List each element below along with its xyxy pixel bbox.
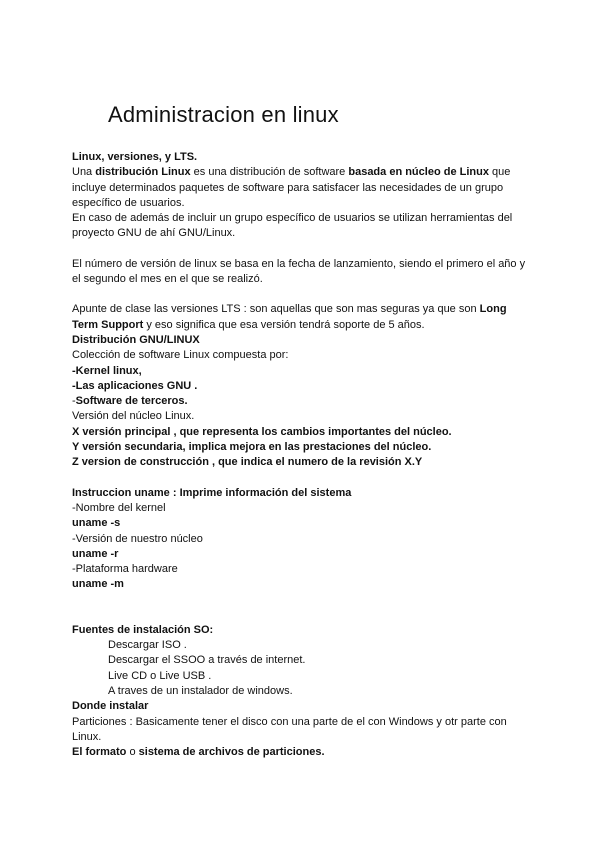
heading-versiones: Linux, versiones, y LTS.	[72, 151, 198, 163]
list-item-iso: Descargar ISO .	[108, 639, 187, 652]
list-item-kernel: -Kernel linux,	[72, 364, 142, 377]
list-item-instalador: A traves de un instalador de windows.	[108, 684, 293, 697]
paragraph-gnu-linux: En caso de además de incluir un grupo específico de usuarios se utilizan herramientas del proyecto GNU de ahí GNU/Linux.	[72, 212, 513, 240]
text-x-version: X versión principal , que representa los cambios importantes del núcleo.	[72, 425, 452, 438]
command-uname-s: uname -s	[72, 517, 121, 530]
paragraph-distribucion: Una distribución Linux es una distribución de software basada en núcleo de Linux que incluye determinados paquetes de software para satisfacer las necesidades de un grupo específico de usuarios.	[72, 166, 511, 209]
text-plataforma: -Plataforma hardware	[72, 563, 178, 576]
list-item-terceros: -Software de terceros.	[72, 395, 188, 408]
text-y-version: Y versión secundaria, implica mejora en las prestaciones del núcleo.	[72, 441, 432, 454]
text-z-version: Z version de construcción , que indica el numero de la revisión X.Y	[72, 456, 423, 469]
command-uname-m: uname -m	[72, 578, 124, 591]
page-title: Administracion en linux	[108, 102, 339, 127]
list-item-aplicaciones: -Las aplicaciones GNU .	[72, 379, 198, 392]
heading-donde-instalar: Donde instalar	[72, 700, 149, 713]
command-uname-r: uname -r	[72, 547, 119, 560]
text-version-nucleo-2: -Versión de nuestro núcleo	[72, 532, 203, 545]
list-item-internet: Descargar el SSOO a través de internet.	[108, 654, 306, 667]
paragraph-lts: Apunte de clase las versiones LTS : son aquellas que son mas seguras ya que son Long Term Support y eso significa que esa versión tendrá soporte de 5 años.	[72, 303, 507, 331]
text-coleccion: Colección de software Linux compuesta por:	[72, 349, 289, 362]
document-body	[72, 150, 532, 760]
text-version-nucleo: Versión del núcleo Linux.	[72, 410, 195, 423]
paragraph-formato: El formato o sistema de archivos de particiones.	[72, 746, 325, 759]
list-item-live: Live CD o Live USB .	[108, 669, 212, 682]
paragraph-version-number: El número de versión de linux se basa en la fecha de lanzamiento, siendo el primero el año y el segundo el mes en el que se realizó.	[72, 257, 526, 286]
heading-distribucion-gnu: Distribución GNU/LINUX	[72, 333, 200, 346]
heading-uname: Instruccion uname : Imprime información del sistema	[72, 486, 352, 499]
text-nombre-kernel: -Nombre del kernel	[72, 501, 166, 514]
heading-fuentes: Fuentes de instalación SO:	[72, 623, 214, 636]
paragraph-particiones: Particiones : Basicamente tener el disco con una parte de el con Windows y otr parte con Linux.	[72, 715, 507, 743]
